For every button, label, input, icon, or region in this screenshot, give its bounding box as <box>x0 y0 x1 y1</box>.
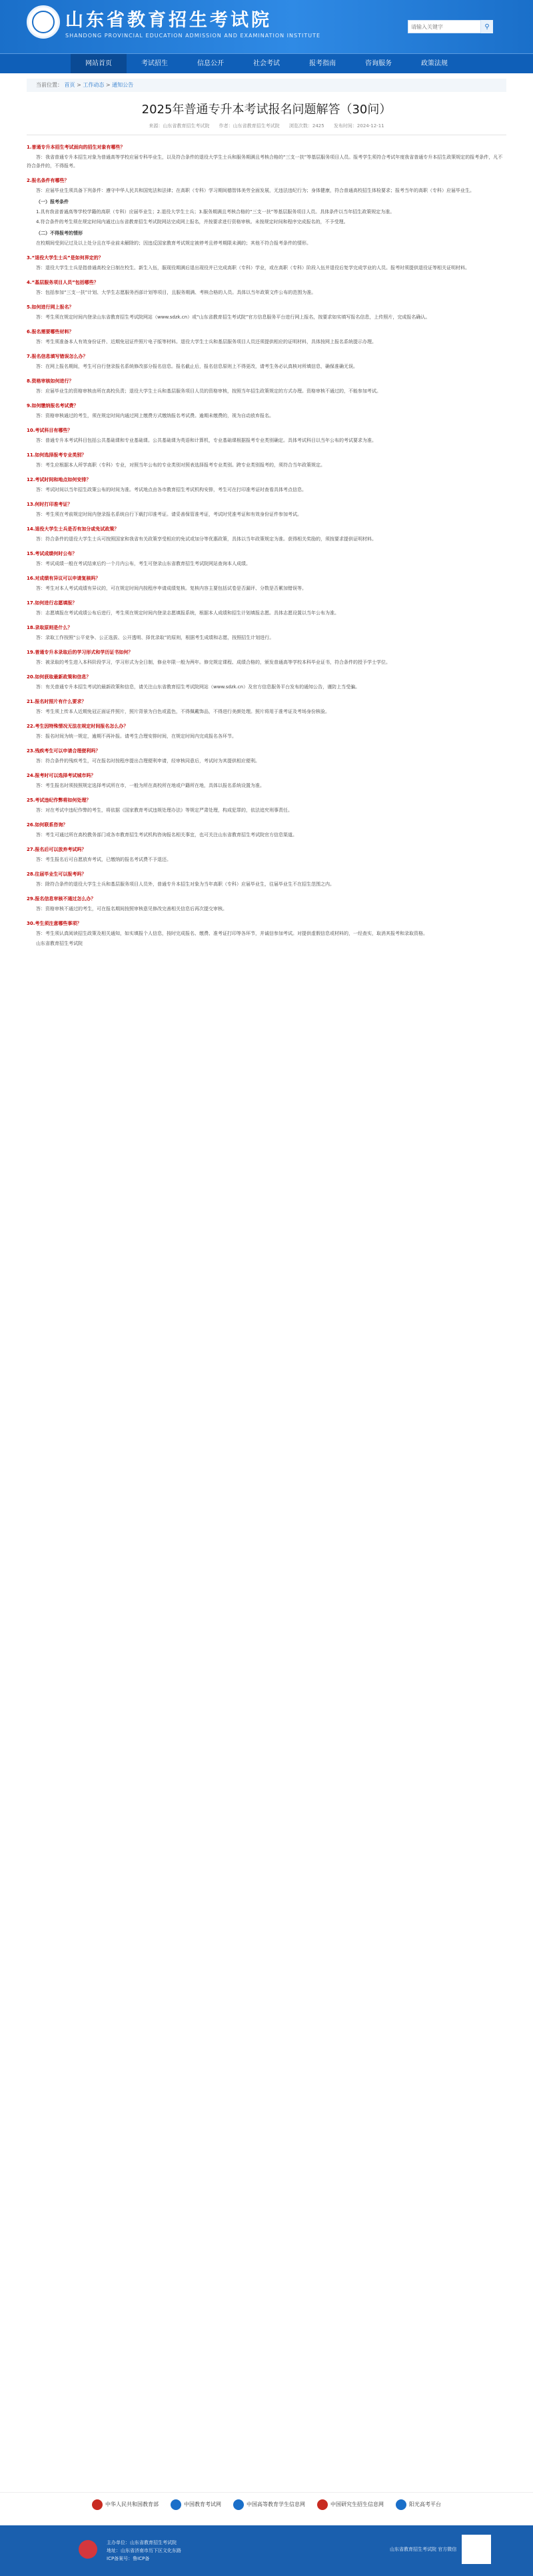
question-heading: 8.资格审核如何进行？ <box>27 378 74 384</box>
paragraph: 答：考生可通过所在高校教务部门或各市教育招生考试机构咨询报名相关事宜，也可关注山东省教育招生考试院官方信息渠道。 <box>36 832 297 838</box>
footer-line3: ICP备案号：鲁ICP备 <box>107 2556 150 2561</box>
article-meta <box>27 123 506 135</box>
link-chsi[interactable]: 中国高等教育学生信息网 <box>233 2499 305 2510</box>
meta-author: 作者：山东省教育招生考试院 <box>219 123 280 129</box>
site-title: 山东省教育招生考试院 <box>65 10 272 31</box>
qr-code-icon <box>462 2535 491 2564</box>
neea-icon <box>171 2499 181 2510</box>
question-heading: 10.考试科目有哪些？ <box>27 428 73 433</box>
paragraph: 答：考生报名后可自愿放弃考试，已缴纳的报名考试费不予退还。 <box>36 857 171 862</box>
paragraph: 山东省教育招生考试院 <box>36 941 83 946</box>
paragraph: 答：考试成绩一般在考试结束后约一个月内公布，考生可登录山东省教育招生考试院网站查询本人成绩。 <box>36 561 251 566</box>
paragraph: 在校期间受到记过及以上处分且在毕业前未解除的；因违反国家教育考试规定被停考且停考期限未满的；其他不符合报考条件的情形。 <box>36 241 311 246</box>
search-input[interactable] <box>408 20 481 33</box>
moe-icon <box>92 2499 103 2510</box>
question-heading: 14.退役大学生士兵是否有加分或免试政策？ <box>27 526 119 532</box>
paragraph: 答：资格审核通过的考生，须在规定时间内通过网上缴费方式缴纳报名考试费。逾期未缴费的，视为自动放弃报名。 <box>36 413 274 418</box>
paragraph: 答：考生应根据本人所学高职（专科）专业，对照当年公布的专业类别对照表选择报考专业类别。跨专业类别报考的，须符合当年政策规定。 <box>36 462 325 468</box>
question-heading: 16.对成绩有异议可以申请复核吗？ <box>27 576 101 581</box>
paragraph: 答：应届毕业生须具备下列条件：遵守中华人民共和国宪法和法律；在高职（专科）学习期间德智体美劳全面发展，无违法违纪行为；身体健康，符合普通高校招生体检要求；报考当年的高职（专科）应届毕业生。 <box>36 188 474 193</box>
question-heading: 15.考试成绩何时公布？ <box>27 551 77 556</box>
paragraph: 答：应届毕业生的资格审核由所在高校负责；退役大学生士兵和基层服务项目人员的资格审核，按照当年招生政策规定的方式办理。资格审核不通过的，不能参加考试。 <box>36 388 381 394</box>
paragraph: 答：考生须在规定时间内登录山东省教育招生考试院网站（www.sdzk.cn）或“山东省教育招生考试院”官方信息服务平台进行网上报名，按要求如实填写报名信息，上传照片，完成报名确认。 <box>36 315 430 320</box>
question-heading: 26.如何联系咨询？ <box>27 822 68 828</box>
question-heading: 12.考试时间和地点如何安排？ <box>27 477 91 482</box>
footer-line2: 地址：山东省济南市历下区文化东路 <box>107 2548 181 2553</box>
nav-exam[interactable]: 考试招生 <box>141 60 168 67</box>
article <box>27 100 506 948</box>
question-heading: 5.如何进行网上报名？ <box>27 305 74 310</box>
question-heading: 9.如何缴纳报名考试费？ <box>27 403 79 408</box>
question-heading: 1.普通专升本招生考试面向的招生对象有哪些？ <box>27 145 125 150</box>
question-heading: 11.如何选择报考专业类别？ <box>27 452 87 458</box>
breadcrumb-prefix: 当前位置： <box>36 82 63 88</box>
emblem-icon <box>27 5 60 39</box>
paragraph: 答：考生须在考前规定时间内登录报名系统自行下载打印准考证。请妥善保管准考证，考试时凭准考证和有效身份证件参加考试。 <box>36 512 302 517</box>
paragraph: 答：普通专升本考试科目包括公共基础课和专业基础课。公共基础课为英语和计算机，专业基础课根据报考专业类别确定。具体考试科目以当年公布的考试要求为准。 <box>36 438 376 443</box>
article-body <box>27 143 506 948</box>
paragraph: 答：被录取的考生进入本科阶段学习，学习形式为全日制，修业年限一般为两年。修完规定课程、成绩合格的，颁发普通高等学校本科毕业证书，符合条件的授予学士学位。 <box>36 660 390 665</box>
site-subtitle: SHANDONG PROVINCIAL EDUCATION ADMISSION AND EXAMINATION INSTITUTE <box>65 33 321 39</box>
site-header <box>0 0 533 53</box>
question-heading: 23.残疾考生可以申请合理便利吗？ <box>27 748 101 754</box>
paragraph: 答：退役大学生士兵是指普通高校全日制在校生、新生入伍，服现役期满后退出现役并已完成高职（专科）学业，或在高职（专科）阶段入伍并退役后复学完成学业的人员。报考时须提供退役证等相关证明材料。 <box>36 265 470 271</box>
question-heading: 21.报名时照片有什么要求？ <box>27 699 87 704</box>
nav-policy[interactable]: 政策法规 <box>421 60 448 67</box>
paragraph: 答：除符合条件的退役大学生士兵和基层服务项目人员外，普通专升本招生对象为当年高职（专科）应届毕业生，往届毕业生不在招生范围之内。 <box>36 882 334 887</box>
gov-badge-icon <box>79 2540 97 2559</box>
paragraph: 答：录取工作按照“公平竞争、公正选拔、公开透明、择优录取”的原则，根据考生成绩和志愿，按照招生计划进行。 <box>36 635 274 640</box>
paragraph: 答：符合条件的残疾考生，可在报名时按程序提出合理便利申请，经审核同意后，考试时为其提供相应便利。 <box>36 758 260 764</box>
link-neea[interactable]: 中国教育考试网 <box>171 2499 221 2510</box>
footer-info <box>107 2539 181 2563</box>
breadcrumb-news[interactable]: 工作动态 <box>83 82 105 88</box>
paragraph: 4.符合条件的考生须在规定时间内通过山东省教育招生考试院网站完成网上报名，并按要求进行资格审核。未按规定时间和程序完成报名的，不予受理。 <box>36 219 348 225</box>
nav-service[interactable]: 咨询服务 <box>365 60 392 67</box>
paragraph: 答：符合条件的退役大学生士兵可按照国家和我省有关政策享受相应的免试或加分等优惠政策，具体以当年政策规定为准。获得相关奖励的，须按要求提供证明材料。 <box>36 536 376 542</box>
question-heading: 25.考试违纪作弊将如何处理？ <box>27 798 91 803</box>
meta-date: 发布时间：2024-12-11 <box>333 123 384 129</box>
sub-heading: （一）报考条件 <box>36 199 69 205</box>
question-heading: 3.“退役大学生士兵”是如何界定的？ <box>27 255 103 261</box>
question-heading: 20.如何获取最新政策和信息？ <box>27 674 91 680</box>
friendly-links <box>0 2492 533 2516</box>
breadcrumb-home[interactable]: 首页 <box>64 82 75 88</box>
paragraph: 答：考生须认真阅读招生政策及相关通知，如实填报个人信息，按时完成报名、缴费、准考证打印等各环节，并诚信参加考试。对提供虚假信息或材料的，一经查实，取消其报考和录取资格。 <box>36 931 428 936</box>
main-nav <box>0 53 533 73</box>
question-heading: 27.报名后可以放弃考试吗？ <box>27 847 87 852</box>
sub-heading: （二）不得报考的情形 <box>36 231 83 236</box>
nav-info[interactable]: 信息公开 <box>197 60 224 67</box>
paragraph: 答：资格审核不通过的考生，可在报名期间按照审核意见修改完善相关信息后再次提交审核。 <box>36 906 227 912</box>
search-icon: ⚲ <box>484 23 490 31</box>
breadcrumb-notice[interactable]: 通知公告 <box>112 82 134 88</box>
question-heading: 7.报名信息填写错误怎么办？ <box>27 354 88 359</box>
nav-guide[interactable]: 报考指南 <box>309 60 336 67</box>
meta-views: 浏览次数：2425 <box>288 123 324 129</box>
chsi-icon <box>233 2499 244 2510</box>
paragraph: 答：考生报名时须按照规定选择考试所在市，一般为所在高校所在地或户籍所在地，具体以报名系统设置为准。 <box>36 783 265 788</box>
question-heading: 29.报名信息审核不通过怎么办？ <box>27 896 96 902</box>
link-moe[interactable]: 中华人民共和国教育部 <box>92 2499 159 2510</box>
article-title: 2025年普通专升本考试报名问题解答（30问） <box>141 103 392 117</box>
paragraph: 答：志愿填报在考试成绩公布后进行，考生须在规定时间内登录志愿填报系统，根据本人成绩和招生计划填报志愿。具体志愿设置以当年公布为准。 <box>36 610 339 616</box>
question-heading: 19.普通专升本录取后的学习形式和学历证书如何？ <box>27 650 133 655</box>
footer-line1: 主办单位：山东省教育招生考试院 <box>107 2540 177 2545</box>
paragraph: 答：报名时间为统一规定，逾期不再补报。请考生合理安排时间，在规定时间内完成报名各环节。 <box>36 734 237 739</box>
question-heading: 30.考生须注意哪些事项？ <box>27 921 82 926</box>
paragraph: 答：考生须上传本人近期免冠正面证件照片，照片背景为白色或蓝色，不得佩戴饰品，不得进行美颜处理。照片将用于准考证及考场身份核验。 <box>36 709 330 714</box>
paragraph: 答：有关普通专升本招生考试的最新政策和信息，请关注山东省教育招生考试院网站（www.sdzk.cn）及官方信息服务平台发布的通知公告，谨防上当受骗。 <box>36 684 360 690</box>
paragraph: 答：包括参加“三支一扶”计划、大学生志愿服务西部计划等项目，且服务期满、考核合格的人员。具体以当年政策文件公布的范围为准。 <box>36 290 316 295</box>
paragraph: 1.具有我省普通高等学校学籍的高职（专科）应届毕业生；2.退役大学生士兵；3.服务期满且考核合格的“三支一扶”等基层服务项目人员。具体条件以当年招生政策规定为准。 <box>36 209 395 215</box>
meta-source: 来源：山东省教育招生考试院 <box>149 123 210 129</box>
question-heading: 18.录取原则是什么？ <box>27 625 73 630</box>
question-heading: 6.报名需要哪些材料？ <box>27 329 74 334</box>
search-box <box>408 20 493 33</box>
question-heading: 17.如何进行志愿填报？ <box>27 600 77 606</box>
breadcrumb: 当前位置： 首页 > 工作动态 > 通知公告 <box>27 79 506 92</box>
link-gaokao[interactable]: 阳光高考平台 <box>396 2499 441 2510</box>
paragraph: 答：考生对本人考试成绩有异议的，可在规定时间内按程序申请成绩复核。复核内容主要包括试卷是否漏评、分数是否累加错误等。 <box>36 586 306 591</box>
question-heading: 28.往届毕业生可以报考吗？ <box>27 872 87 877</box>
paragraph: 答：在网上报名期间，考生可自行登录报名系统修改部分报名信息。报名截止后，报名信息原则上不得更改，请考生务必认真核对所填信息，确保准确无误。 <box>36 364 358 369</box>
footer-qr <box>390 2535 491 2564</box>
qr-label: 山东省教育招生考试院 官方微信 <box>390 2547 457 2552</box>
paragraph: 答：我省普通专升本招生对象为普通高等学校应届专科毕业生，以及符合条件的退役大学生士兵和服务期满且考核合格的“三支一扶”等基层服务项目人员。报考学生须符合考试年度我省普通专升本招生政策规定的报考条件，凡不符合条件的，不得报考。 <box>27 155 503 169</box>
gaokao-icon <box>396 2499 406 2510</box>
question-heading: 2.报名条件有哪些？ <box>27 178 69 183</box>
yz-icon <box>317 2499 328 2510</box>
site-logo[interactable] <box>27 5 320 39</box>
link-yz[interactable]: 中国研究生招生信息网 <box>317 2499 384 2510</box>
site-footer <box>0 2525 533 2576</box>
search-button[interactable] <box>481 20 493 33</box>
paragraph: 答：考试时间以当年招生政策公布的时间为准。考试地点由各市教育招生考试机构安排，考生可在打印准考证时查看具体考点信息。 <box>36 487 306 492</box>
question-heading: 22.考生因特殊情况无法在规定时间报名怎么办？ <box>27 724 129 729</box>
paragraph: 答：对在考试中违纪作弊的考生，将依据《国家教育考试违规处理办法》等规定严肃处理，构成犯罪的，依法追究刑事责任。 <box>36 808 292 813</box>
nav-home[interactable]: 网站首页 <box>71 54 127 73</box>
question-heading: 24.报考时可以选择考试城市吗？ <box>27 773 96 778</box>
nav-social-exam[interactable]: 社会考试 <box>253 60 280 67</box>
paragraph: 答：考生须准备本人有效身份证件、近期免冠证件照片电子版等材料。退役大学生士兵和基层服务项目人员还须提供相应的证明材料，具体按网上报名系统提示办理。 <box>36 339 376 344</box>
question-heading: 13.何时打印准考证？ <box>27 502 73 507</box>
question-heading: 4.“基层服务项目人员”包括哪些？ <box>27 280 99 285</box>
